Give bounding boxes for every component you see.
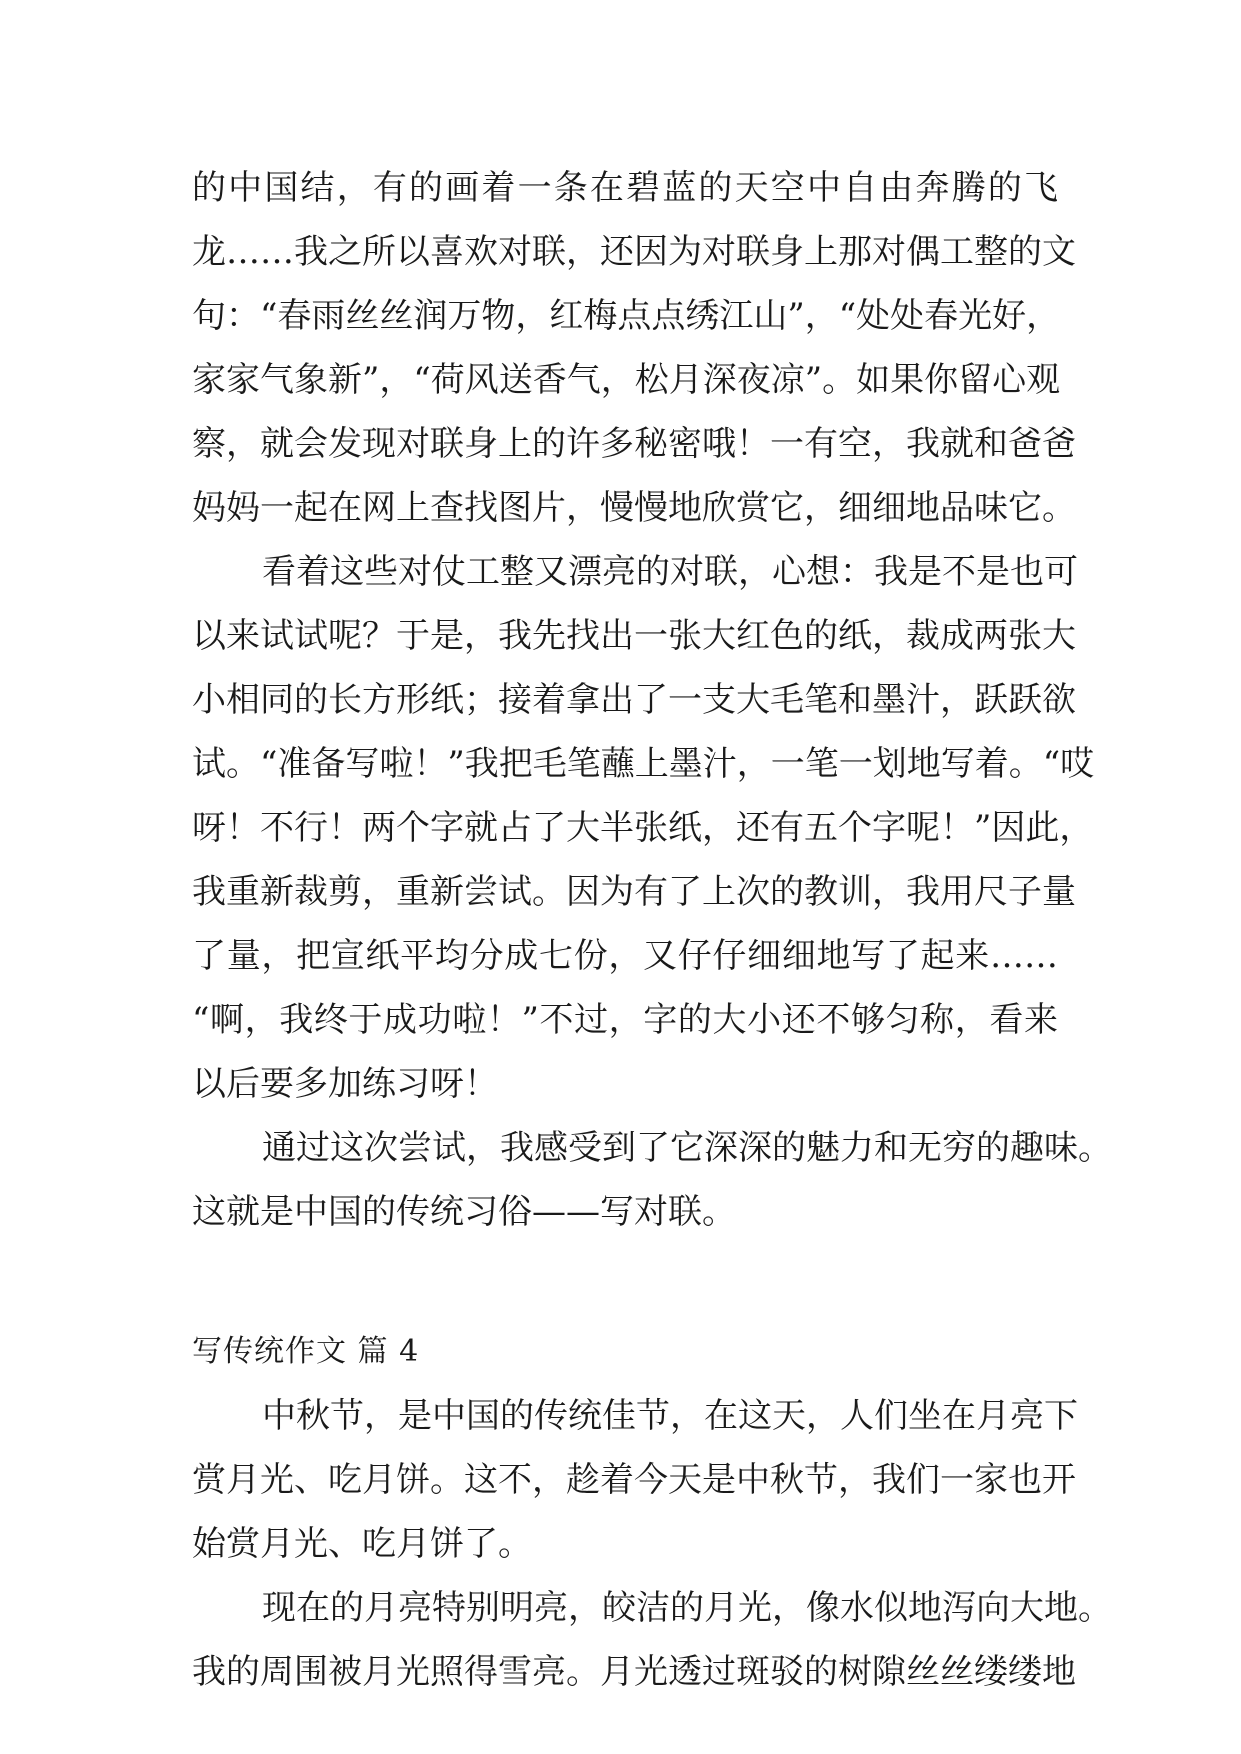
text-line: 试。“准备写啦！”我把毛笔蘸上墨汁，一笔一划地写着。“哎 — [192, 744, 1095, 784]
paragraph-1 — [192, 156, 1076, 540]
text-line: 这就是中国的传统习俗——写对联。 — [192, 1192, 736, 1232]
section-spacer — [192, 1244, 1058, 1320]
paragraph-5 — [192, 1576, 1112, 1704]
text-line: 看着这些对仗工整又漂亮的对联，心想：我是不是也可 — [262, 552, 1078, 592]
text-line: 的中国结，有的画着一条在碧蓝的天空中自由奔腾的飞 — [192, 168, 1058, 208]
paragraph-2 — [192, 540, 1095, 1116]
text-line: 察，就会发现对联身上的许多秘密哦！一有空，我就和爸爸 — [192, 424, 1076, 464]
text-line: 小相同的长方形纸；接着拿出了一支大毛笔和墨汁，跃跃欲 — [192, 680, 1076, 720]
section-heading: 写传统作文 篇 4 — [192, 1334, 420, 1369]
text-line: 呀！不行！两个字就占了大半张纸，还有五个字呢！”因此， — [192, 808, 1094, 848]
paragraph-4 — [192, 1384, 1078, 1576]
text-line: 现在的月亮特别明亮，皎洁的月光，像水似地泻向大地。 — [262, 1588, 1112, 1628]
text-line: 我重新裁剪，重新尝试。因为有了上次的教训，我用尺子量 — [192, 872, 1076, 912]
text-line: 家家气象新”，“荷风送香气，松月深夜凉”。如果你留心观 — [192, 360, 1061, 400]
text-line: 中秋节，是中国的传统佳节，在这天，人们坐在月亮下 — [262, 1396, 1078, 1436]
text-line: 始赏月光、吃月饼了。 — [192, 1524, 532, 1564]
text-line: “啊，我终于成功啦！”不过，字的大小还不够匀称，看来 — [192, 1000, 1058, 1040]
text-line: 以后要多加练习呀！ — [192, 1064, 498, 1104]
text-line: 句：“春雨丝丝润万物，红梅点点绣江山”，“处处春光好， — [192, 296, 1061, 336]
document-page — [192, 156, 1112, 1704]
text-line: 赏月光、吃月饼。这不，趁着今天是中秋节，我们一家也开 — [192, 1460, 1076, 1500]
text-line: 妈妈一起在网上查找图片，慢慢地欣赏它，细细地品味它。 — [192, 488, 1076, 528]
text-line: 龙……我之所以喜欢对联，还因为对联身上那对偶工整的文 — [192, 232, 1076, 272]
text-line: 我的周围被月光照得雪亮。月光透过斑驳的树隙丝丝缕缕地 — [192, 1652, 1076, 1692]
text-line: 通过这次尝试，我感受到了它深深的魅力和无穷的趣味。 — [262, 1128, 1112, 1168]
text-line: 以来试试呢？于是，我先找出一张大红色的纸，裁成两张大 — [192, 616, 1076, 656]
paragraph-3 — [192, 1116, 1112, 1244]
text-line: 了量，把宣纸平均分成七份，又仔仔细细地写了起来…… — [192, 936, 1058, 976]
